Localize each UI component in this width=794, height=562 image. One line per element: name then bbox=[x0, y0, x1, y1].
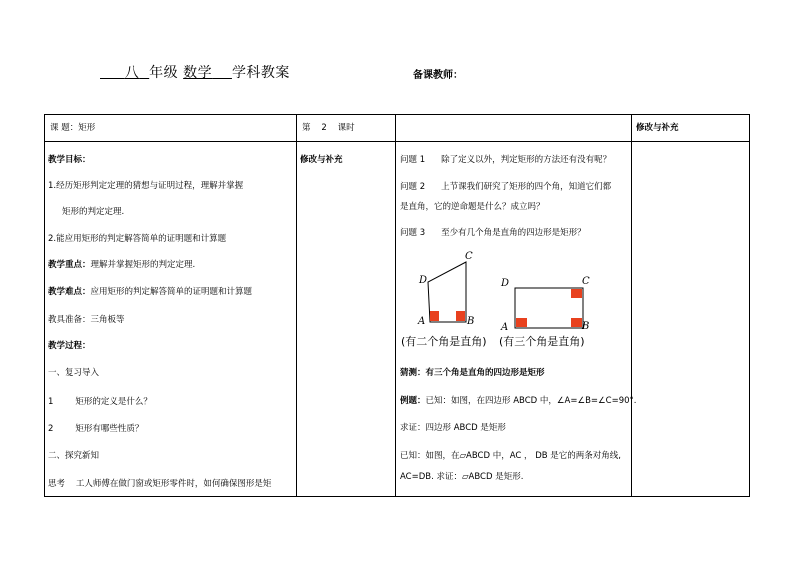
right-angle-marker bbox=[516, 318, 527, 327]
problem-2b: 是直角，它的逆命题是什么？成立吗？ bbox=[400, 202, 545, 212]
vertex-label: A bbox=[418, 316, 426, 327]
right-angle-marker bbox=[430, 311, 439, 321]
vertex-label: D bbox=[419, 275, 428, 286]
figure-two-right-angles bbox=[417, 251, 474, 327]
grade: 八 bbox=[124, 65, 140, 81]
key-point: 教学重点：理解并掌握矩形的判定定理. bbox=[48, 260, 196, 270]
revise-header: 修改与补充 bbox=[636, 123, 679, 133]
section-2: 二、探究新知 bbox=[48, 451, 100, 461]
example-2b: AC=DB. 求证：▱ABCD 是矩形. bbox=[400, 472, 524, 482]
example: 例题：已知：如图，在四边形 ABCD 中，∠A=∠B=∠C=90°. bbox=[400, 396, 637, 406]
example-2a: 已知：如图，在▱ABCD 中，AC ， DB 是它的两条对角线, bbox=[400, 451, 622, 461]
teacher-label: 备课教师： bbox=[413, 70, 463, 81]
review-q2: 2 矩形有哪些性质？ bbox=[48, 424, 144, 434]
vertex-label: A bbox=[501, 322, 509, 333]
right-angle-marker bbox=[571, 318, 582, 327]
vertex-label: C bbox=[582, 276, 590, 287]
subject: 数学 bbox=[183, 65, 213, 81]
example-prove: 求证：四边形 ABCD 是矩形 bbox=[400, 423, 506, 433]
review-q1: 1 矩形的定义是什么？ bbox=[48, 397, 152, 407]
figure-three-right-angles bbox=[500, 276, 590, 333]
lesson-number: 2 bbox=[321, 123, 327, 133]
guess: 猜测：有三个角是直角的四边形是矩形 bbox=[400, 368, 545, 378]
problem-1: 问题 1 除了定义以外，判定矩形的方法还有没有呢？ bbox=[400, 155, 612, 165]
vertex-label: B bbox=[467, 316, 475, 327]
problem-3: 问题 3 至少有几个角是直角的四边形是矩形？ bbox=[400, 228, 586, 238]
right-angle-marker bbox=[456, 311, 465, 321]
figure-2-caption: (有三个角是直角) bbox=[499, 335, 585, 348]
topic-cell bbox=[50, 121, 95, 133]
difficult-point: 教学难点：应用矩形的判定解答简单的证明题和计算题 bbox=[48, 287, 253, 297]
tools: 教具准备：三角板等 bbox=[48, 315, 125, 325]
revise-label-mid: 修改与补充 bbox=[300, 155, 343, 165]
vertex-label: B bbox=[582, 321, 590, 332]
topic: 矩形 bbox=[78, 123, 96, 133]
process-title: 教学过程： bbox=[48, 341, 91, 351]
problem-2a: 问题 2 上节课我们研究了矩形的四个角，知道它们都 bbox=[400, 182, 612, 192]
doc-type: 学科教案 bbox=[231, 65, 290, 81]
goal-1b: 矩形的判定定理. bbox=[62, 207, 125, 217]
lesson-cell: 第 2 课时 bbox=[302, 123, 355, 133]
vertex-label: C bbox=[465, 251, 473, 262]
grade-suffix: 年级 bbox=[149, 65, 179, 81]
goals-title: 教学目标： bbox=[48, 155, 91, 165]
goal-1a: 1.经历矩形判定定理的猜想与证明过程，理解并掌握 bbox=[48, 181, 244, 191]
goal-2: 2.能应用矩形的判定解答简单的证明题和计算题 bbox=[48, 234, 227, 244]
section-1: 一、复习导入 bbox=[48, 368, 100, 378]
vertex-label: D bbox=[501, 278, 510, 289]
page-title bbox=[100, 62, 290, 82]
right-angle-marker bbox=[571, 289, 582, 298]
figure-1-caption: (有二个角是直角) bbox=[401, 335, 487, 348]
think-row: 思考 工人师傅在做门窗或矩形零件时，如何确保图形是矩 bbox=[48, 479, 272, 489]
topic-label: 课 题： bbox=[50, 123, 79, 133]
